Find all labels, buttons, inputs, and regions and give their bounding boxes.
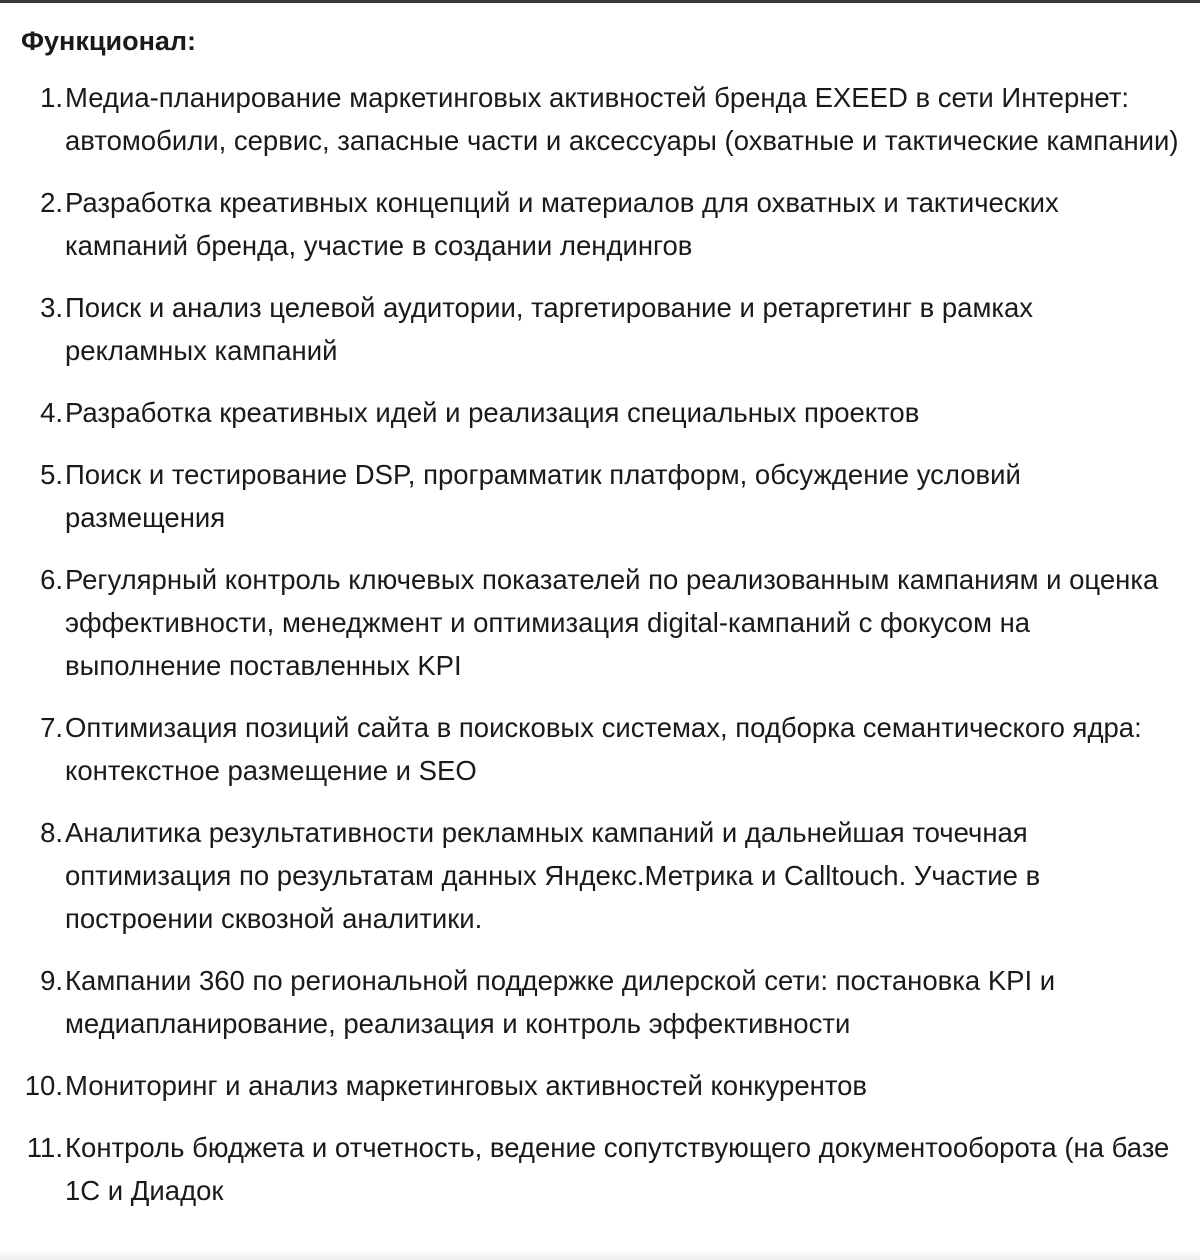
list-item-number: 6. bbox=[40, 564, 63, 595]
list-item bbox=[0, 811, 1200, 940]
bottom-edge-shadow bbox=[0, 1250, 1200, 1260]
list-item-text: Медиа-планирование маркетинговых активностей бренда EXEED в сети Интернет: автомобили, сервис, запасные части и аксессуары (охватные и тактические кампании) bbox=[65, 82, 1179, 156]
list-item bbox=[0, 959, 1200, 1045]
list-item bbox=[0, 391, 1200, 434]
list-item-text: Мониторинг и анализ маркетинговых активностей конкурентов bbox=[65, 1070, 868, 1101]
list-item-number: 8. bbox=[40, 817, 63, 848]
list-item-number: 5. bbox=[40, 459, 63, 490]
list-item bbox=[0, 558, 1200, 687]
responsibilities-list bbox=[0, 76, 1200, 1231]
list-item-number: 3. bbox=[40, 292, 63, 323]
section-heading: Функционал: bbox=[21, 26, 197, 56]
list-item-text: Кампании 360 по региональной поддержке дилерской сети: постановка KPI и медиапланирование, реализация и контроль эффективности bbox=[65, 965, 1056, 1039]
top-border bbox=[0, 0, 1200, 3]
list-item-number: 2. bbox=[40, 187, 63, 218]
list-item-number: 9. bbox=[40, 965, 63, 996]
list-item bbox=[0, 453, 1200, 539]
list-item-text: Регулярный контроль ключевых показателей по реализованным кампаниям и оценка эффективности, менеджмент и оптимизация digital-кампаний с фокусом на выполнение поставленных KPI bbox=[65, 564, 1159, 681]
list-item bbox=[0, 76, 1200, 162]
list-item bbox=[0, 1126, 1200, 1212]
list-item-text: Контроль бюджета и отчетность, ведение сопутствующего документооборота (на базе 1С и Диадок bbox=[65, 1132, 1170, 1206]
list-item-text: Поиск и тестирование DSP, программатик платформ, обсуждение условий размещения bbox=[65, 459, 1021, 533]
list-item-text: Разработка креативных концепций и материалов для охватных и тактических кампаний бренда, участие в создании лендингов bbox=[65, 187, 1059, 261]
list-item-text: Разработка креативных идей и реализация специальных проектов bbox=[65, 397, 920, 428]
list-item-number: 7. bbox=[40, 712, 63, 743]
list-item-number: 4. bbox=[40, 397, 63, 428]
list-item bbox=[0, 286, 1200, 372]
list-item bbox=[0, 706, 1200, 792]
list-item-number: 11. bbox=[26, 1132, 63, 1163]
list-item-text: Оптимизация позиций сайта в поисковых системах, подборка семантического ядра: контекстное размещение и SEO bbox=[65, 712, 1142, 786]
list-item-text: Аналитика результативности рекламных кампаний и дальнейшая точечная оптимизация по результатам данных Яндекс.Метрика и Calltouch. Участие в построении сквозной аналитики. bbox=[65, 817, 1041, 934]
list-item-number: 1. bbox=[40, 82, 63, 113]
list-item-number: 10. bbox=[24, 1070, 63, 1101]
list-item bbox=[0, 1064, 1200, 1107]
list-item bbox=[0, 181, 1200, 267]
list-item-text: Поиск и анализ целевой аудитории, таргетирование и ретаргетинг в рамках рекламных кампаний bbox=[65, 292, 1034, 366]
